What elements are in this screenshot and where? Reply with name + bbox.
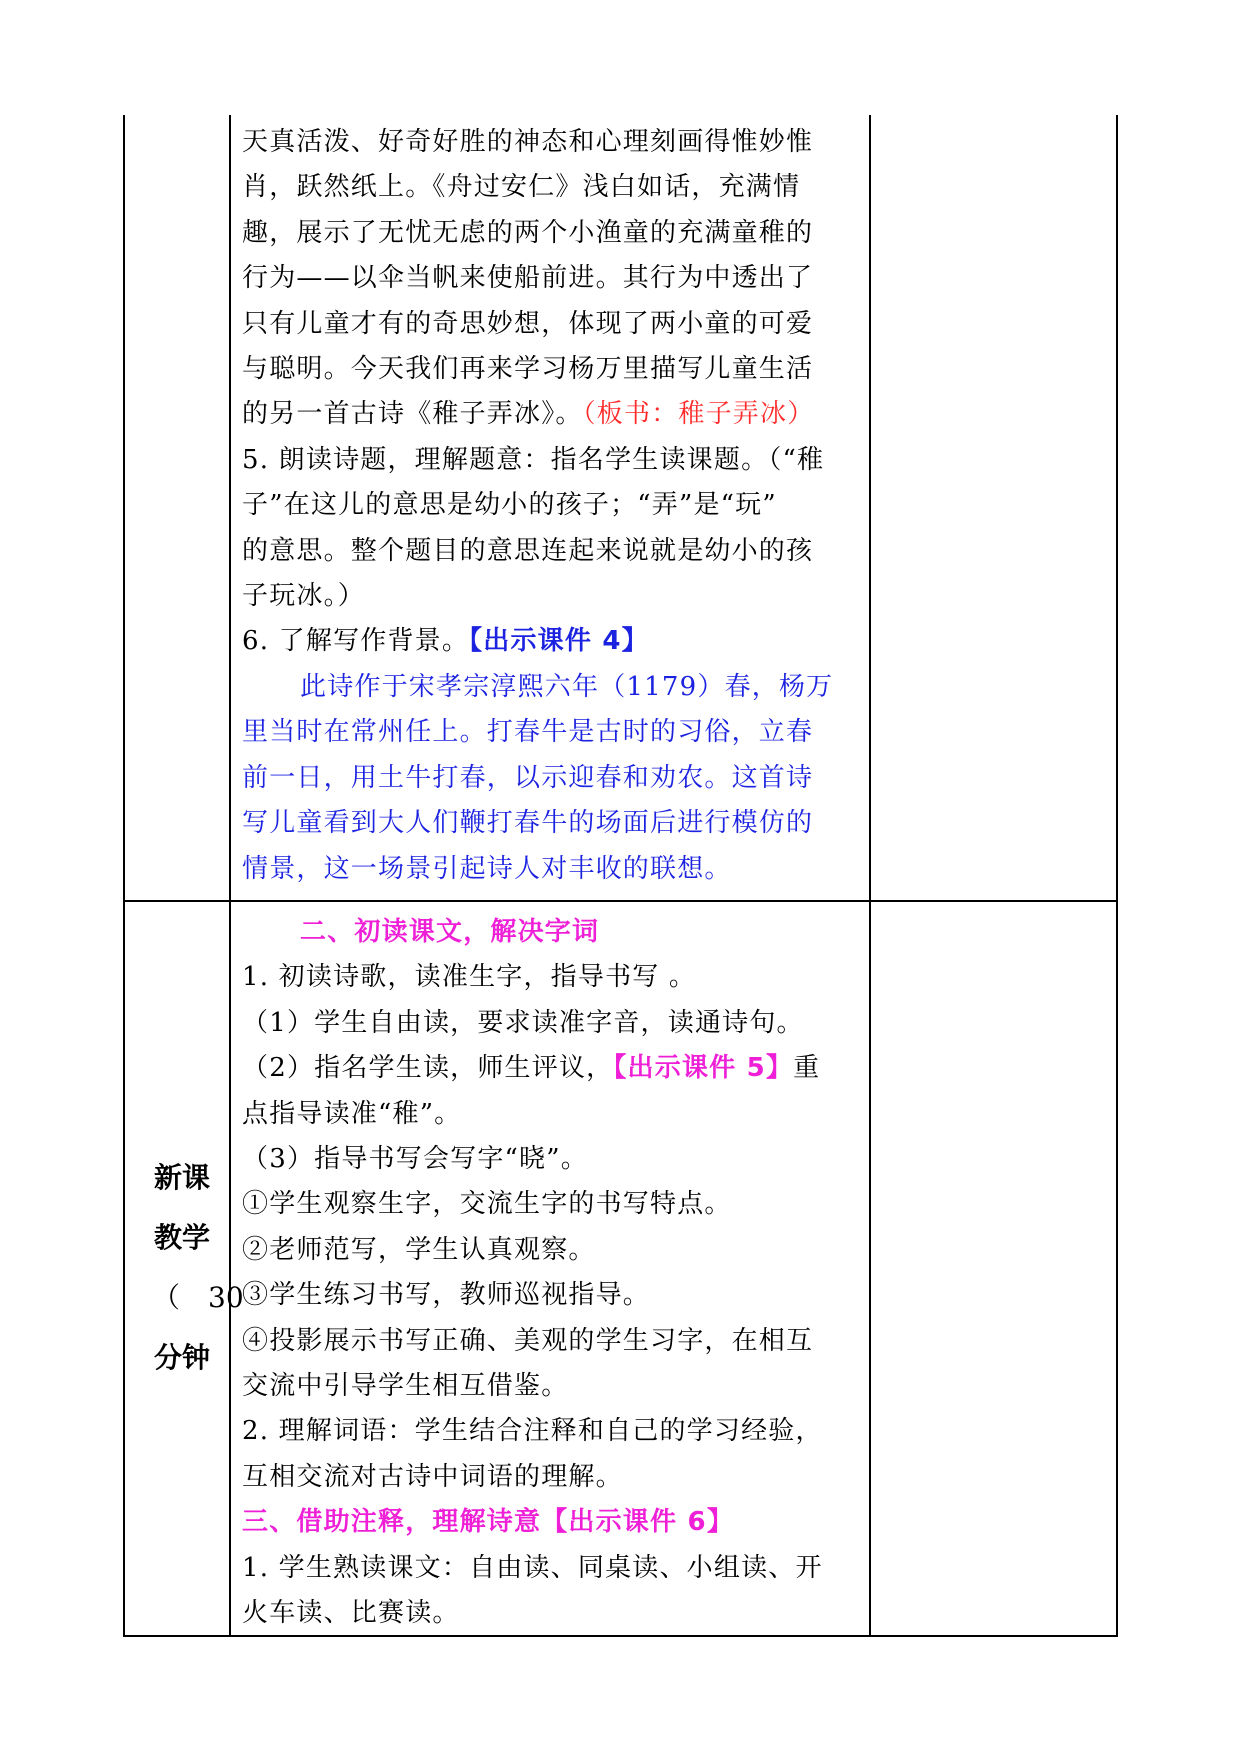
column-divider-2 [869, 115, 871, 1636]
item-5-line: 子玩冰。） [242, 581, 366, 612]
lower-content-cell [242, 910, 862, 1637]
background-line: 里当时在常州任上。打春牛是古时的习俗，立春 [242, 717, 814, 748]
section-2-heading: 二、初读课文，解决字词 [300, 917, 600, 947]
section-3-title: 三、借助注释，理解诗意 [242, 1507, 542, 1538]
section-3-heading [242, 1500, 862, 1545]
text-line: ②老师范写，学生认真观察。 [242, 1234, 596, 1265]
stage-label-cell [128, 1148, 244, 1388]
courseware-tag: 【出示课件 5】 [613, 1053, 794, 1084]
stage-paren: （ [152, 1281, 181, 1314]
text-line: 趣，展示了无忧无虑的两个小渔童的充满童稚的 [242, 217, 814, 248]
text-span: 的另一首古诗《稚子弄冰》。 [242, 399, 583, 430]
background-line: 此诗作于宋孝宗淳熙六年（1179）春，杨万 [300, 671, 834, 702]
table-right-border [1116, 115, 1118, 1636]
text-line: 火车读、比赛读。 [242, 1598, 460, 1629]
board-note: （板书：稚子弄冰） [582, 399, 815, 430]
text-line: （1）学生自由读，要求读准字音，读通诗句。 [242, 1007, 804, 1038]
table-left-border [123, 115, 125, 1636]
courseware-tag: 【出示课件 4】 [469, 626, 649, 657]
text-line: 互相交流对古诗中词语的理解。 [242, 1461, 623, 1492]
item-5-line: 子”在这儿的意思是幼小的孩子；“弄”是“玩” [242, 490, 777, 521]
stage-label-line: 新课 [154, 1161, 211, 1194]
text-line: 2. 理解词语：学生结合注释和自己的学习经验， [242, 1416, 823, 1447]
row-divider [123, 900, 1118, 902]
stage-duration [128, 1268, 244, 1328]
stage-label-line: 教学 [154, 1221, 211, 1254]
text-line: 天真活泼、好奇好胜的神态和心理刻画得惟妙惟 [242, 127, 814, 157]
text-line [242, 1046, 862, 1091]
text-line: ③学生练习书写，教师巡视指导。 [242, 1280, 651, 1311]
background-line: 前一日，用土牛打春，以示迎春和劝农。这首诗 [242, 762, 814, 793]
text-line: 行为——以伞当帆来使船前进。其行为中透出了 [242, 263, 814, 294]
text-line: 与聪明。今天我们再来学习杨万里描写儿童生活 [242, 354, 814, 385]
text-line: ④投影展示书写正确、美观的学生习字，在相互 [242, 1325, 814, 1356]
text-line: 交流中引导学生相互借鉴。 [242, 1371, 569, 1402]
text-line: 只有儿童才有的奇思妙想，体现了两小童的可爱 [242, 308, 814, 339]
text-line: （3）指导书写会写字“晓”。 [242, 1144, 588, 1175]
text-span: 重 [793, 1053, 821, 1084]
upper-content-cell [242, 120, 862, 892]
text-line: 1. 学生熟读课文：自由读、同桌读、小组读、开 [242, 1552, 823, 1583]
text-line: 点指导读准“稚”。 [242, 1098, 462, 1129]
stage-minutes: 30 [208, 1281, 244, 1314]
column-divider-1 [229, 115, 231, 1636]
item-5-line: 5. 朗读诗题，理解题意：指名学生读课题。（“稚 [242, 444, 825, 475]
text-span: （2）指名学生读，师生评议， [242, 1053, 614, 1084]
text-line: 1. 初读诗歌，读准生字，指导书写 。 [242, 962, 697, 993]
courseware-tag: 【出示课件 6】 [541, 1507, 734, 1538]
text-line: 肖，跃然纸上。《舟过安仁》浅白如话，充满情 [242, 172, 801, 203]
item-5-line: 的意思。整个题目的意思连起来说就是幼小的孩 [242, 535, 814, 566]
item-6-line [242, 619, 862, 664]
stage-label-line: 分钟 [154, 1341, 211, 1374]
text-line: ①学生观察生字，交流生字的书写特点。 [242, 1189, 732, 1220]
text-line [242, 392, 862, 437]
background-line: 写儿童看到大人们鞭打春牛的场面后进行模仿的 [242, 808, 814, 839]
item-6-text: 6. 了解写作背景。 [242, 626, 470, 657]
background-line: 情景，这一场景引起诗人对丰收的联想。 [242, 853, 732, 884]
